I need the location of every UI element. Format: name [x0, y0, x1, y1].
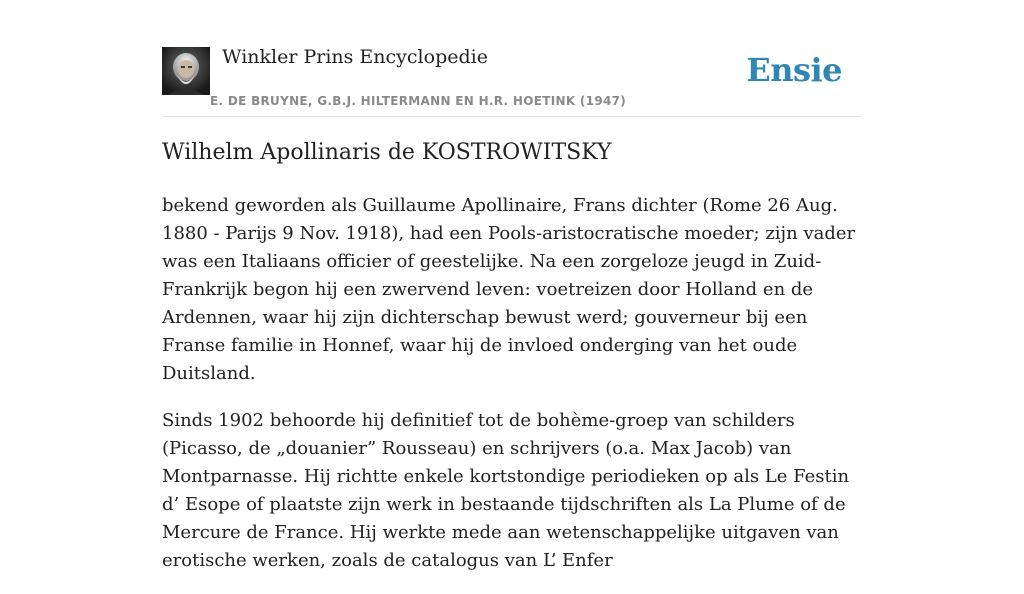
avatar-image	[162, 47, 210, 95]
author-portrait-icon	[162, 47, 210, 95]
header	[162, 40, 862, 117]
authors-credit: E. DE BRUYNE, G.B.J. HILTERMANN EN H.R. HOETINK (1947)	[210, 94, 627, 108]
brand-logo[interactable]: Ensie	[746, 51, 842, 89]
article-body	[162, 192, 862, 594]
source-title[interactable]: Winkler Prins Encyclopedie	[222, 46, 488, 68]
paragraph: Sinds 1902 behoorde hij definitief tot de bohème-groep van schilders (Picasso, de „douanier” Rousseau) en schrijvers (o.a. Max Jacob) van Montparnasse. Hij richtte enkele kortstondige periodieken op als Le Festin d’ Esope of plaatste zijn werk in bestaande tijdschriften als La Plume of de Mercure de France. Hij werkte mede aan wetenschappelijke uitgaven van erotische werken, zoals de catalogus van L’ Enfer	[162, 410, 850, 571]
paragraph: bekend geworden als Guillaume Apollinaire, Frans dichter (Rome 26 Aug. 1880 - Parijs 9 Nov. 1918), had een Pools-aristocratische moeder; zijn vader was een Italiaans officier of geestelijke. Na een zorgeloze jeugd in Zuid-Frankrijk begon hij een zwervend leven: voetreizen door Holland en de Ardennen, waar hij zijn dichterschap bewust werd; gouverneur bij een Franse familie in Honnef, waar hij de invloed onderging van het oude Duitsland.	[162, 195, 856, 384]
entry-title: Wilhelm Apollinaris de KOSTROWITSKY	[162, 140, 612, 165]
